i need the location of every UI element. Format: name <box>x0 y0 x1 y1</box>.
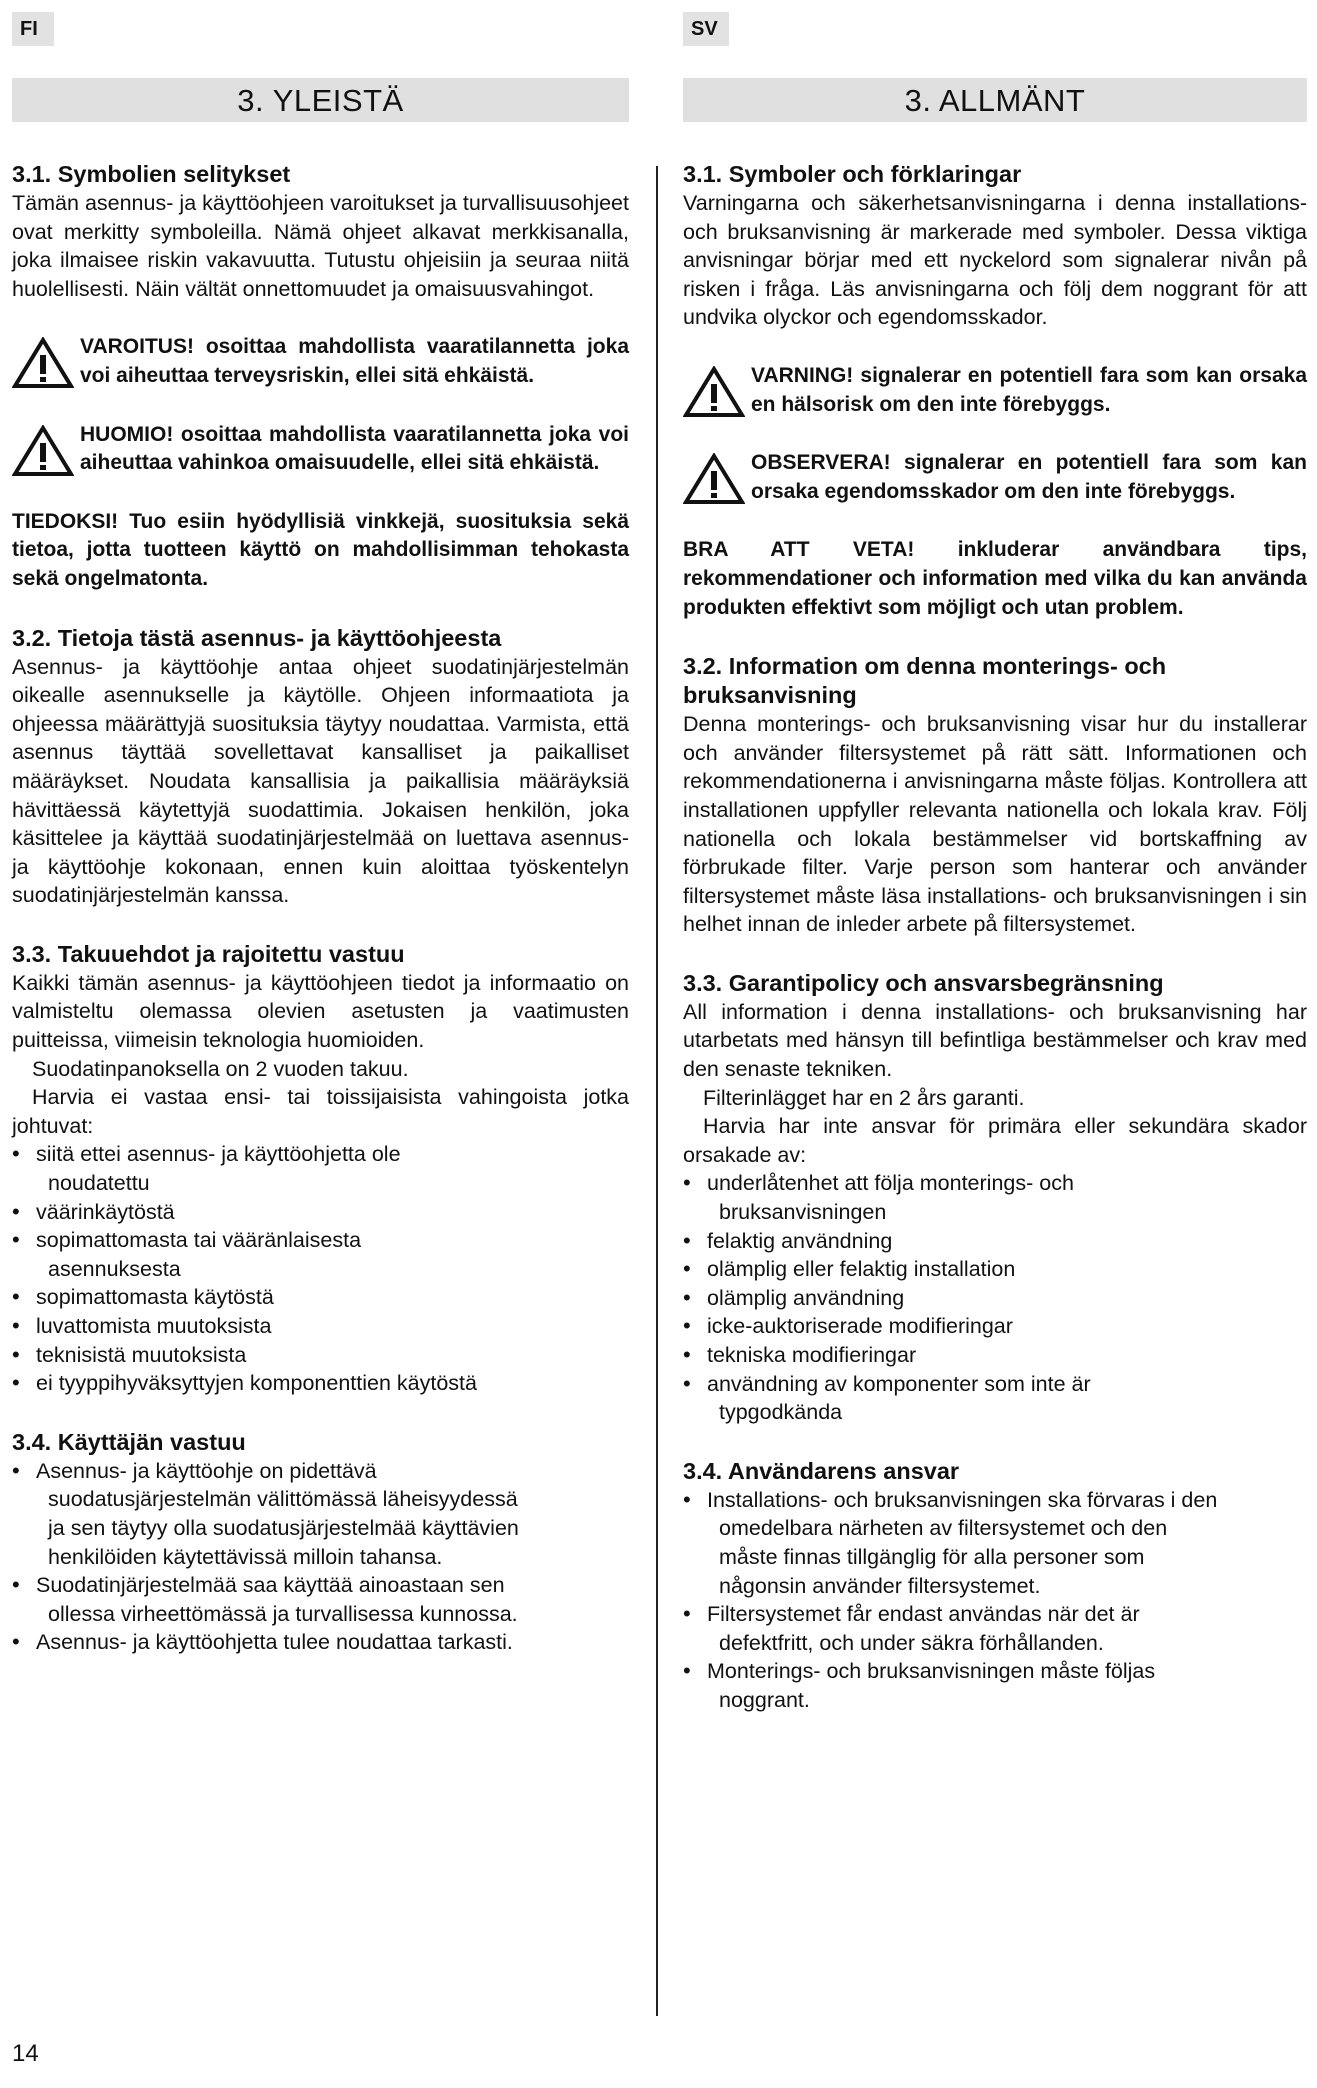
info-text: Tuo esiin hyödyllisiä vinkkejä, suosituksia sekä tietoa, jotta tuotteen käyttö on mahdollisimman tehokasta sekä ongelmatonta. <box>12 509 629 590</box>
column-finnish <box>12 78 629 1657</box>
info-notice-fi <box>12 508 629 594</box>
list-item: • väärinkäytöstä <box>12 1198 629 1227</box>
list-item: • felaktig användning <box>683 1227 1307 1256</box>
warning-notice-fi <box>12 333 629 390</box>
language-tag-sv: SV <box>683 12 729 46</box>
responsibility-list-sv <box>683 1486 1307 1715</box>
heading-3-2-sv: 3.2. Information om denna monterings- och bruksanvisning <box>683 653 1167 709</box>
column-divider <box>656 166 658 2016</box>
paragraph-manual-info-fi: Asennus- ja käyttöohje antaa ohjeet suodatinjärjestelmän oikealle asennukselle ja käytölle. Ohjeen informaatiota ja ohjeessa määrättyjä suosituksia täytyy noudattaa. Varmista, että asennus täyttää sovellettavat kansalliset ja paikalliset määräykset. Noudata kansallisia ja paikallisia määräyksiä hävittäessä käytettyjä suodattimia. Jokaisen henkilön, joka käsittelee ja käyttää suodatinjärjestelmää on luettava asennus- ja käyttöohje kokonaan, ennen kuin aloittaa työskentelyn suodatinjärjestelmän kanssa. <box>12 654 629 908</box>
list-item: • teknisistä muutoksista <box>12 1341 629 1370</box>
paragraph-liability-fi: Harvia ei vastaa ensi- tai toissijaisista vahingoista jotka johtuvat: <box>12 1085 629 1138</box>
list-item: • siitä ettei asennus- ja käyttöohjetta ole noudatettu <box>12 1140 629 1197</box>
paragraph-liability-sv: Harvia har inte ansvar för primära eller sekundära skador orsakade av: <box>683 1114 1307 1167</box>
warning-keyword: VAROITUS! <box>80 335 194 359</box>
responsibility-list-fi <box>12 1457 629 1657</box>
caution-notice-sv <box>683 449 1307 506</box>
heading-3-3-fi: 3.3. Takuuehdot ja rajoitettu vastuu <box>12 940 405 967</box>
warning-keyword: VARNING! <box>751 363 854 387</box>
language-tag-fi: FI <box>12 12 54 46</box>
paragraph-warranty-intro-sv: All information i denna installations- och bruksanvisning har utarbetats med hänsyn till befintliga bestämmelser och krav med den senaste tekniken. <box>683 999 1307 1082</box>
heading-3-2-fi: 3.2. Tietoja tästä asennus- ja käyttöohjeesta <box>12 624 502 651</box>
heading-3-4-fi: 3.4. Käyttäjän vastuu <box>12 1428 246 1455</box>
liability-list-sv <box>683 1169 1307 1426</box>
warning-notice-sv <box>683 362 1307 419</box>
info-notice-sv <box>683 536 1307 622</box>
liability-list-fi <box>12 1140 629 1397</box>
heading-3-3-sv: 3.3. Garantipolicy och ansvarsbegränsning <box>683 969 1164 996</box>
list-item: • Asennus- ja käyttöohje on pidettävä suodatusjärjestelmän välittömässä läheisyydessä ja sen täytyy olla suodatusjärjestelmää käyttävien henkilöiden käytettävissä milloin tahansa. <box>12 1457 519 1571</box>
info-keyword: BRA ATT VETA! <box>683 538 915 562</box>
warning-text: signalerar en potentiell fara som kan orsaka en hälsorisk om den inte förebyggs. <box>751 363 1307 416</box>
list-item: • Asennus- ja käyttöohjetta tulee noudattaa tarkasti. <box>12 1628 519 1657</box>
heading-3-4-sv: 3.4. Användarens ansvar <box>683 1457 960 1484</box>
list-item: • luvattomista muutoksista <box>12 1312 629 1341</box>
paragraph-symbols-fi: Tämän asennus- ja käyttöohjeen varoitukset ja turvallisuusohjeet ovat merkitty symboleilla. Nämä ohjeet alkavat merkkisanalla, joka ilmaisee riskin vakavuutta. Tutustu ohjeisiin ja seuraa niitä huolellisesti. Näin vältät onnettomuudet ja omaisuusvahingot. <box>12 191 629 301</box>
warning-triangle-icon <box>12 425 74 477</box>
list-item: • ei tyyppihyväksyttyjen komponenttien käytöstä <box>12 1369 629 1398</box>
list-item: • underlåtenhet att följa monterings- och bruksanvisningen <box>683 1169 1307 1226</box>
caution-text: osoittaa mahdollista vaaratilannetta joka voi aiheuttaa vahinkoa omaisuudelle, ellei sitä ehkäistä. <box>80 422 629 475</box>
info-text: inkluderar användbara tips, rekommendationer och information med vilka du kan använda produkten effektivt som möjligt och utan problem. <box>683 538 1308 619</box>
caution-text: signalerar en potentiell fara som kan orsaka egendomsskador om den inte förebyggs. <box>751 451 1307 503</box>
list-item: • Suodatinjärjestelmää saa käyttää ainoastaan sen ollessa virheettömässä ja turvallisessa kunnossa. <box>12 1571 519 1628</box>
warning-triangle-icon <box>683 366 745 418</box>
heading-3-1-fi: 3.1. Symbolien selitykset <box>12 161 291 187</box>
list-item: • sopimattomasta käytöstä <box>12 1283 629 1312</box>
list-item: • Monterings- och bruksanvisningen måste följas noggrant. <box>683 1657 1227 1714</box>
list-item: • olämplig eller felaktig installation <box>683 1255 1307 1284</box>
list-item: • användning av komponenter som inte är typgodkända <box>683 1370 1307 1427</box>
section-title-sv: 3. ALLMÄNT <box>683 78 1307 122</box>
info-keyword: TIEDOKSI! <box>12 509 119 533</box>
list-item: • olämplig användning <box>683 1284 1307 1313</box>
caution-keyword: OBSERVERA! <box>751 451 891 475</box>
page-number: 14 <box>12 2040 39 2067</box>
warning-triangle-icon <box>12 337 74 389</box>
caution-keyword: HUOMIO! <box>80 422 174 446</box>
warning-text: osoittaa mahdollista vaaratilannetta joka voi aiheuttaa terveysriskin, ellei sitä ehkäistä. <box>80 335 629 387</box>
paragraph-warranty-period-fi: Suodatinpanoksella on 2 vuoden takuu. <box>32 1056 409 1081</box>
list-item: • tekniska modifieringar <box>683 1341 1307 1370</box>
paragraph-symbols-sv: Varningarna och säkerhetsanvisningarna i denna installations- och bruksanvisning är markerade med symboler. Dessa viktiga anvisningar börjar med ett nyckelord som signalerar nivån på risken i fråga. Läs anvisningarna och följ dem noggrant för att undvika olyckor och egendomsskador. <box>683 191 1307 330</box>
list-item: • icke-auktoriserade modifieringar <box>683 1312 1307 1341</box>
paragraph-manual-info-sv: Denna monterings- och bruksanvisning visar hur du installerar och använder filtersystemet på rätt sätt. Informationen och rekommendationerna i anvisningarna måste följas. Kontrollera att installationen uppfyller relevanta nationella och lokala krav. Följ nationella och lokala bestämmelser vid bortskaffning av förbrukade filter. Varje person som hanterar och använder filtersystemet måste läsa installations- och bruksanvisningen i sin helhet innan de inleder arbete på filtersystemet. <box>683 712 1307 937</box>
list-item: • Filtersystemet får endast användas när det är defektfritt, och under säkra förhållanden. <box>683 1600 1227 1657</box>
column-swedish <box>683 78 1307 1715</box>
heading-3-1-sv: 3.1. Symboler och förklaringar <box>683 161 1022 187</box>
warning-triangle-icon <box>683 453 745 505</box>
paragraph-warranty-intro-fi: Kaikki tämän asennus- ja käyttöohjeen tiedot ja informaatio on valmisteltu olemassa olevien asetusten ja vaatimusten puitteissa, viimeisin teknologia huomioiden. <box>12 970 629 1053</box>
caution-notice-fi <box>12 421 629 478</box>
section-title-fi: 3. YLEISTÄ <box>12 78 629 122</box>
list-item: • sopimattomasta tai vääränlaisesta asennuksesta <box>12 1226 629 1283</box>
paragraph-warranty-period-sv: Filterinlägget har en 2 års garanti. <box>703 1085 1025 1110</box>
list-item: • Installations- och bruksanvisningen ska förvaras i den omedelbara närheten av filtersystemet och den måste finnas tillgänglig för alla personer som någonsin använder filtersystemet. <box>683 1486 1227 1600</box>
